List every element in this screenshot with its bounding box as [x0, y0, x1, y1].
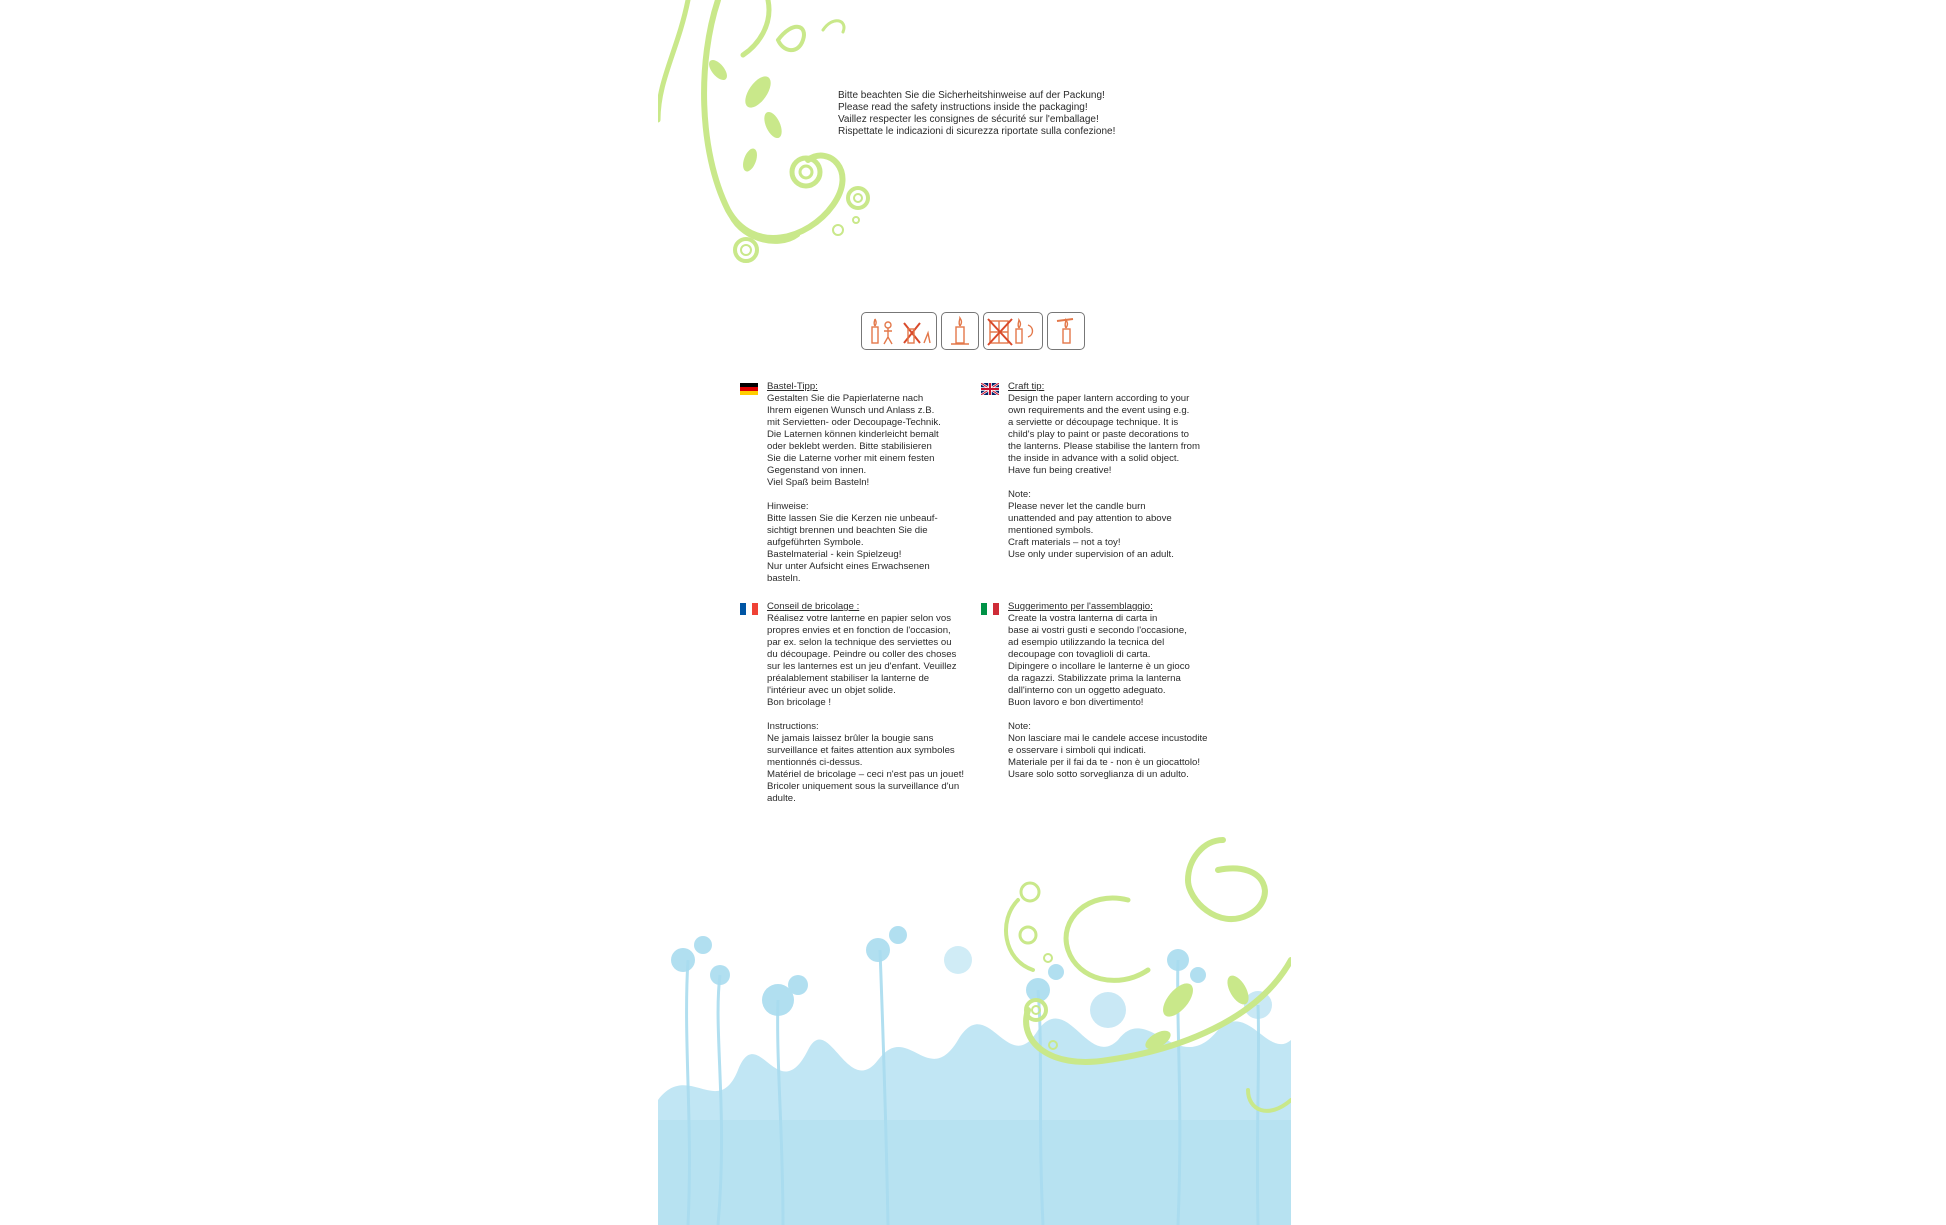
- section-fr-tip: Réalisez votre lanterne en papier selon vos propres envies et en fonction de l'occasion, par ex. selon la technique des serviettes ou du découpage. Peindre ou coller des choses sur les lanternes est un jeu d'enfant. Veuillez préalablement stabiliser la lanterne de l'intérieur avec un objet solide. Bon bricolage !: [767, 613, 957, 708]
- section-fr: [767, 601, 987, 805]
- candle-child-warning-icon: [861, 312, 937, 350]
- section-de-note-heading: Hinweise:: [767, 501, 809, 512]
- italian-flag-icon: [981, 603, 999, 615]
- candle-lighting-icon: [1047, 312, 1085, 350]
- section-en-note-heading: Note:: [1008, 489, 1031, 500]
- safety-line-en: Please read the safety instructions inside the packaging!: [838, 102, 1088, 113]
- safety-notice: [838, 90, 1115, 138]
- section-en-heading: Craft tip:: [1008, 381, 1045, 392]
- section-fr-heading: Conseil de bricolage :: [767, 601, 860, 612]
- section-fr-note: Ne jamais laissez brûler la bougie sans surveillance et faites attention aux symboles mentionnés ci-dessus. Matériel de bricolage – ceci n'est pas un jouet! Bricoler uniquement sous la surveillance d'un adulte.: [767, 733, 965, 804]
- section-it-note: Non lasciare mai le candele accese incustodite e osservare i simboli qui indicati. Materiale per il fai da te - non è un giocattolo! Usare solo sotto sorveglianza di un adulto.: [1008, 733, 1208, 780]
- safety-line-de: Bitte beachten Sie die Sicherheitshinweise auf der Packung!: [838, 90, 1105, 101]
- german-flag-icon: [740, 383, 758, 395]
- section-de-tip: Gestalten Sie die Papierlaterne nach Ihrem eigenen Wunsch und Anlass z.B. mit Servietten- oder Decoupage-Technik. Die Laternen können kinderleicht bemalt oder beklebt werden. Bitte stabilisieren Sie die Laterne vorher mit einem festen Gegenstand von innen. Viel Spaß beim Basteln!: [767, 393, 941, 488]
- section-en-note: Please never let the candle burn unattended and pay attention to above mentioned symbols. Craft materials – not a toy! Use only under supervision of an adult.: [1008, 501, 1174, 560]
- section-en-tip: Design the paper lantern according to your own requirements and the event using e.g. a serviette or découpage technique. It is child's play to paint or paste decorations to the lanterns. Please stabilise the lantern from the inside in advance with a solid object. Have fun being creative!: [1008, 393, 1200, 476]
- section-it-heading: Suggerimento per l'assemblaggio:: [1008, 601, 1153, 612]
- section-de: [767, 381, 967, 585]
- section-it-tip: Create la vostra lanterna di carta in base ai vostri gusti e secondo l'occasione, ad esempio utilizzando la tecnica del decoupage con tovaglioli di carta. Dipingere o incollare le lanterne è un gioco da ragazzi. Stabilizzate prima la lanterna dall'interno con un oggetto adeguato. Buon lavoro e bon divertimento!: [1008, 613, 1190, 708]
- uk-flag-icon: [981, 383, 999, 395]
- section-en: [1008, 381, 1238, 561]
- section-it-note-heading: Note:: [1008, 721, 1031, 732]
- section-it: [1008, 601, 1248, 781]
- instruction-sheet: [658, 0, 1291, 1225]
- section-fr-note-heading: Instructions:: [767, 721, 819, 732]
- section-de-heading: Bastel-Tipp:: [767, 381, 818, 392]
- safety-line-it: Rispettate le indicazioni di sicurezza riportate sulla confezione!: [838, 126, 1116, 137]
- french-flag-icon: [740, 603, 758, 615]
- section-de-note: Bitte lassen Sie die Kerzen nie unbeauf- sichtigt brennen und beachten Sie die aufgeführten Symbole. Bastelmaterial - kein Spielzeug! Nur unter Aufsicht eines Erwachsenen basteln.: [767, 513, 938, 584]
- safety-symbols: [861, 312, 1085, 350]
- candle-no-draft-icon: [983, 312, 1043, 350]
- candle-icon: [941, 312, 979, 350]
- safety-line-fr: Vaillez respecter les consignes de sécurité sur l'emballage!: [838, 114, 1099, 125]
